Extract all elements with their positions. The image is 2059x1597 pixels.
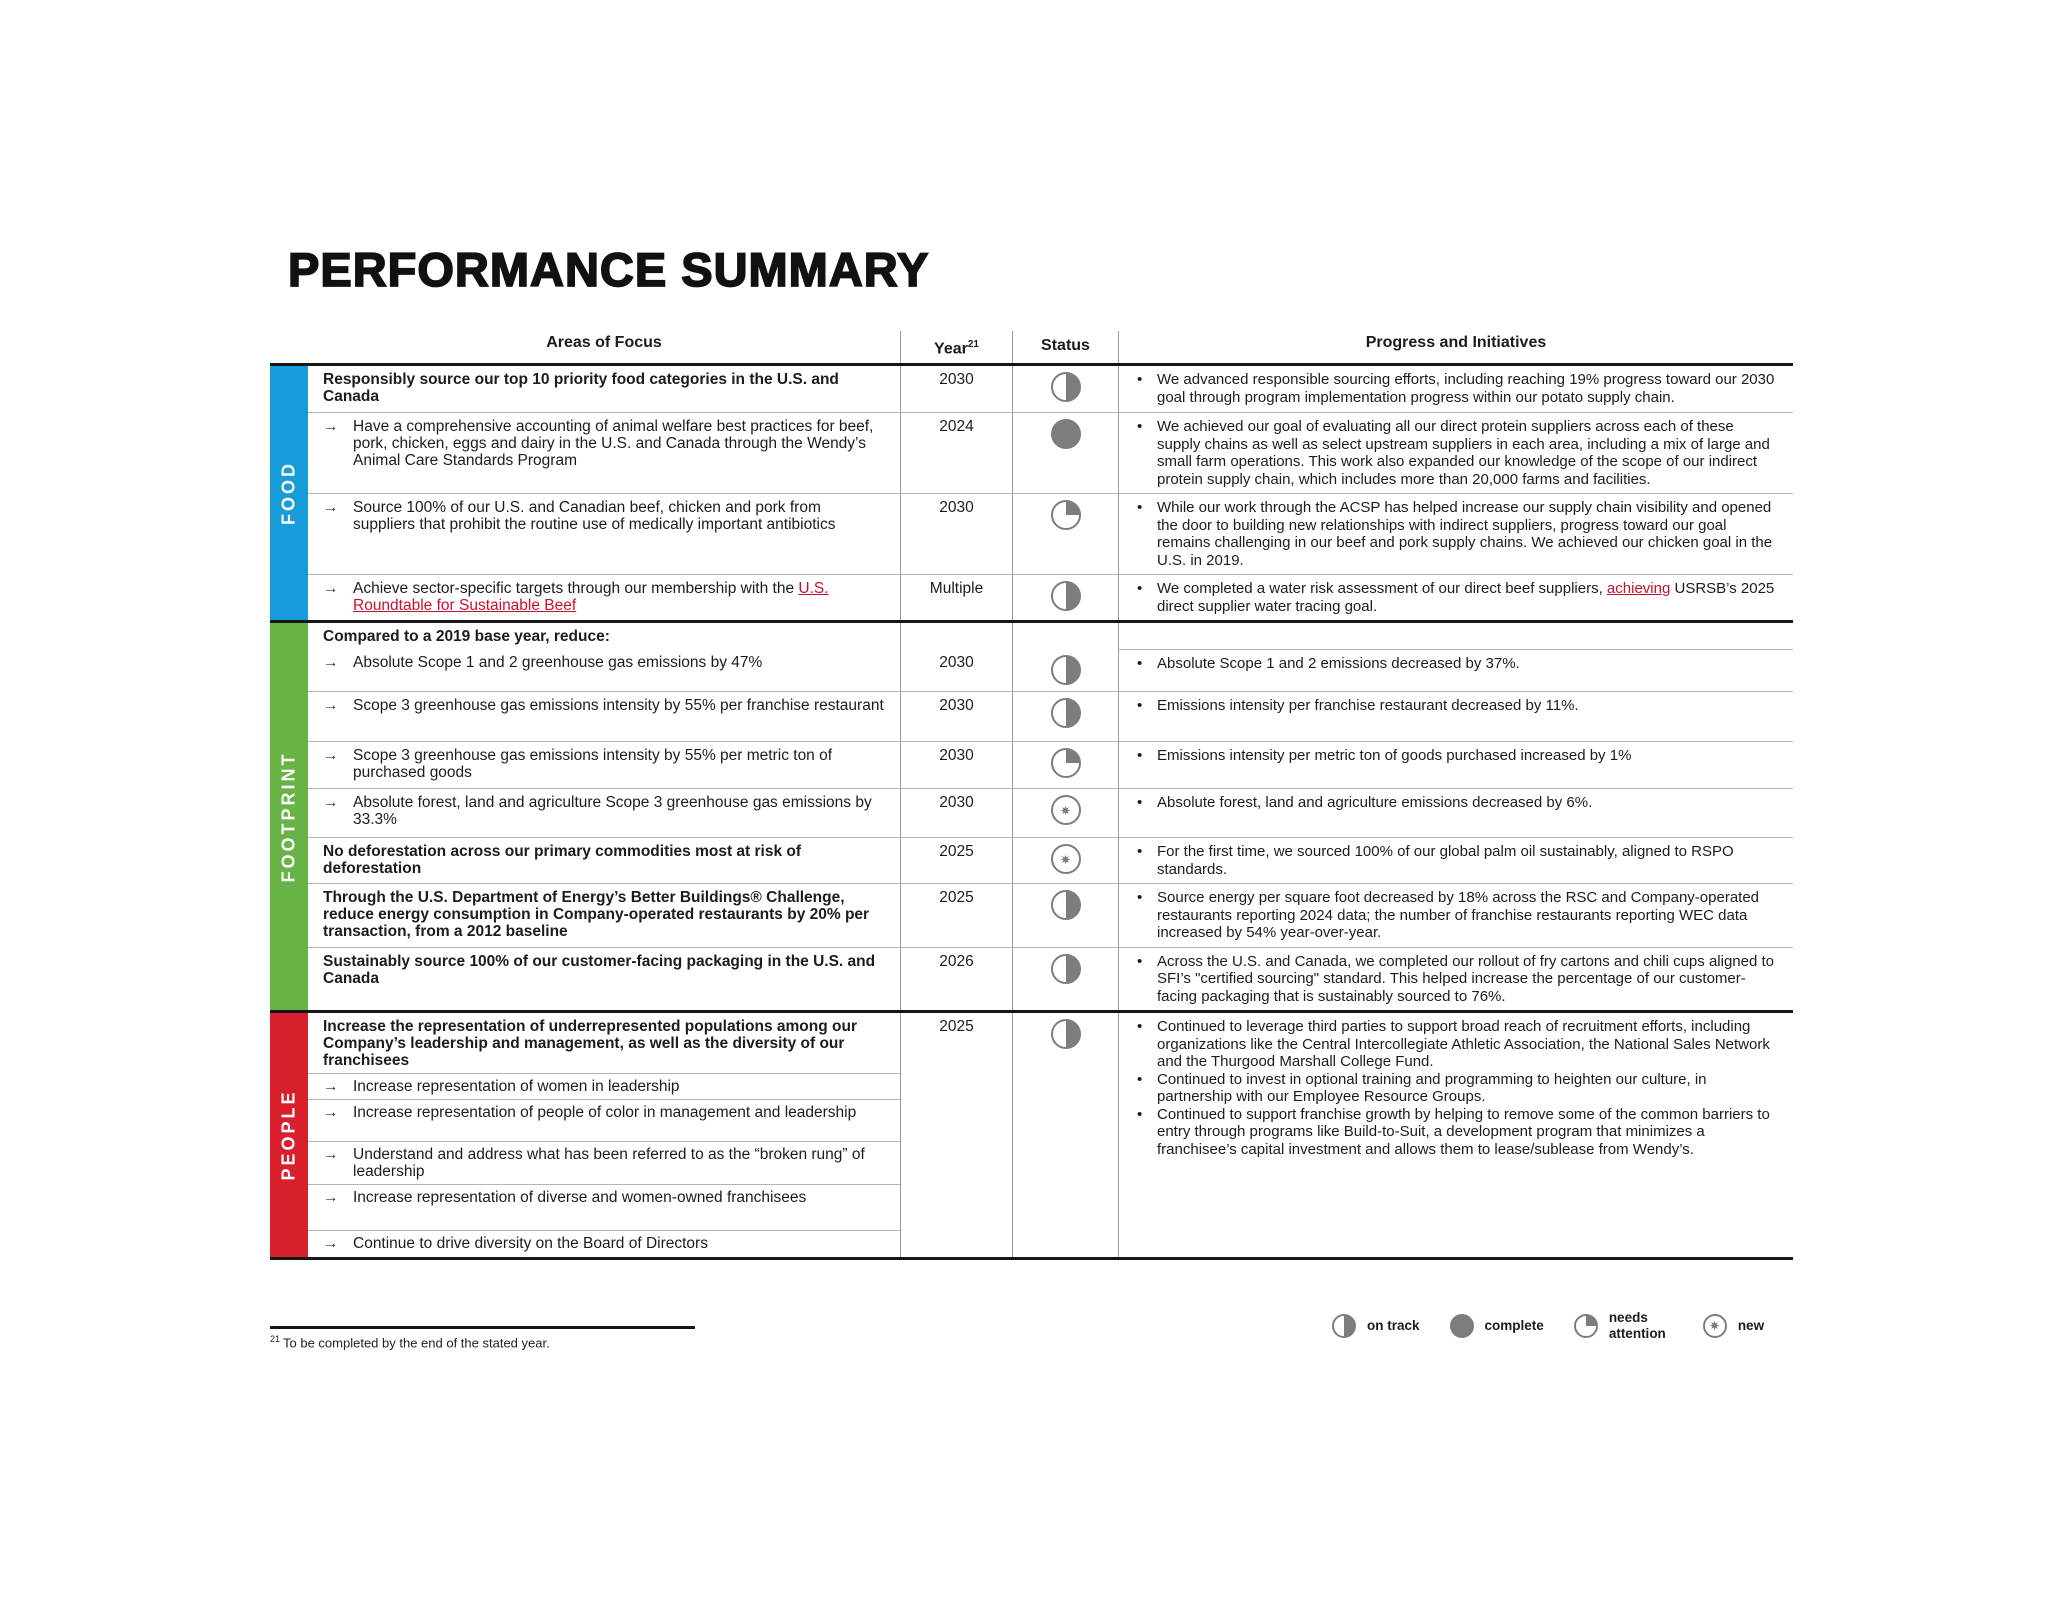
legend-label: complete <box>1484 1317 1544 1333</box>
year-cell: Multiple <box>900 574 1012 620</box>
performance-table <box>270 331 1793 1260</box>
progress-cell <box>1118 947 1793 1011</box>
section-rows <box>308 623 1793 1010</box>
footnote-rule <box>270 1326 695 1329</box>
footnote-marker: 21 <box>270 1334 281 1344</box>
status-cell <box>1012 788 1118 837</box>
year-cell: 2030 <box>900 366 1012 412</box>
arrow-icon: → <box>323 418 339 436</box>
arrow-icon: → <box>323 747 339 765</box>
header-progress-initiatives: Progress and Initiatives <box>1118 331 1793 363</box>
section-food <box>270 366 1793 620</box>
section-footprint <box>270 620 1793 1010</box>
areas-cell <box>308 1013 900 1257</box>
table-row <box>308 947 1793 1011</box>
status-legend <box>1332 1310 1764 1341</box>
progress-cell <box>1118 883 1793 947</box>
arrow-icon: → <box>323 794 339 812</box>
arrow-icon: → <box>323 1235 339 1253</box>
header-spacer <box>270 331 308 363</box>
status-new-icon <box>1051 795 1081 825</box>
starburst-glyph <box>1057 851 1074 868</box>
sub-goal <box>308 1184 900 1230</box>
arrow-icon: → <box>323 1189 339 1207</box>
table-row <box>308 649 1793 691</box>
areas-text: Increase the representation of underrepresented populations among our Company’s leadership and management, as well as the diversity of our franchisees <box>323 1018 857 1070</box>
status-cell <box>1012 883 1118 947</box>
progress-cell <box>1118 1013 1793 1257</box>
sub-goal-text: Continue to drive diversity on the Board of Directors <box>353 1235 708 1253</box>
header-status: Status <box>1012 331 1118 363</box>
arrow-icon: → <box>323 654 339 672</box>
areas-text: Through the U.S. Department of Energy’s Better Buildings® Challenge, reduce energy consumption in Company-operated restaurants by 20% per transaction, from a 2012 baseline <box>323 889 870 941</box>
status-cell <box>1012 741 1118 788</box>
year-cell: 2025 <box>900 1013 1012 1257</box>
areas-cell <box>308 788 900 837</box>
table-header-row <box>270 331 1793 366</box>
sub-goal-text: Increase representation of people of color in management and leadership <box>353 1104 857 1122</box>
status-cell <box>1012 412 1118 493</box>
status-cell <box>1012 366 1118 412</box>
progress-bullets <box>1119 742 1793 770</box>
status-needs-attention-icon <box>1051 748 1081 778</box>
year-cell: 2030 <box>900 649 1012 691</box>
section-label-footprint: FOOTPRINT <box>278 751 299 883</box>
progress-bullet: • Continued to invest in optional training and programming to heighten our culture, in partnership with our Employee Resource Groups. <box>1129 1071 1781 1106</box>
progress-bullet: • Emissions intensity per franchise restaurant decreased by 11%. <box>1129 697 1781 715</box>
sub-goal-text: Increase representation of women in leadership <box>353 1078 680 1096</box>
header-areas-of-focus: Areas of Focus <box>546 334 662 351</box>
needs-attention-icon <box>1574 1314 1598 1338</box>
status-on-track-icon <box>1051 698 1081 728</box>
year-cell: 2026 <box>900 947 1012 1011</box>
table-row <box>308 741 1793 788</box>
table-row <box>308 623 1793 649</box>
section-rows <box>308 366 1793 620</box>
year-cell: 2030 <box>900 741 1012 788</box>
progress-cell <box>1118 623 1793 649</box>
table-row <box>308 493 1793 574</box>
progress-bullet: • We achieved our goal of evaluating all our direct protein suppliers across each of these supply chains as well as select upstream suppliers in each area, including a mix of large and small farm operations. This work also expanded our knowledge of the scope of our indirect protein supply chain, which includes more than 20,000 farms and facilities. <box>1129 418 1781 488</box>
areas-cell <box>308 649 900 691</box>
status-cell <box>1012 574 1118 620</box>
footnote-text: To be completed by the end of the stated year. <box>283 1335 550 1351</box>
section-rows <box>308 1013 1793 1257</box>
progress-cell <box>1118 741 1793 788</box>
section-bar-footprint <box>270 623 308 1010</box>
status-on-track-icon <box>1051 1019 1081 1049</box>
progress-cell <box>1118 412 1793 493</box>
arrow-icon: → <box>323 1104 339 1122</box>
legend-label: on track <box>1367 1317 1420 1333</box>
progress-bullets <box>1119 884 1793 947</box>
arrow-icon: → <box>323 499 339 517</box>
areas-cell <box>308 574 900 620</box>
table-row <box>308 837 1793 883</box>
legend-item-on-track <box>1332 1314 1420 1338</box>
areas-text: Have a comprehensive accounting of animal welfare best practices for beef, pork, chicken, eggs and dairy in the U.S. and Canada through the Wendy’s Animal Care Standards Program <box>353 418 874 470</box>
progress-cell <box>1118 788 1793 837</box>
areas-text: No deforestation across our primary commodities most at risk of deforestation <box>323 843 802 878</box>
status-cell <box>1012 623 1118 649</box>
legend-item-new <box>1703 1314 1764 1338</box>
sub-goal-text: Increase representation of diverse and women-owned franchisees <box>353 1189 807 1207</box>
areas-cell <box>308 493 900 574</box>
year-cell: 2030 <box>900 788 1012 837</box>
table-row <box>308 366 1793 412</box>
new-icon <box>1703 1314 1727 1338</box>
status-cell <box>1012 947 1118 1011</box>
page-title: PERFORMANCE SUMMARY <box>288 243 930 296</box>
progress-bullet: • Source energy per square foot decreased by 18% across the RSC and Company-operated restaurants reporting 2024 data; the number of franchise restaurants reporting WEC data increased by 54% year-over-year. <box>1129 889 1781 942</box>
progress-bullet: • We advanced responsible sourcing efforts, including reaching 19% progress toward our 2030 goal through program implementation progress within our potato supply chain. <box>1129 371 1781 406</box>
areas-text: Scope 3 greenhouse gas emissions intensity by 55% per franchise restaurant <box>353 697 884 715</box>
legend-label: new <box>1737 1317 1765 1333</box>
table-row <box>308 883 1793 947</box>
progress-bullets <box>1119 692 1793 720</box>
table-body <box>270 366 1793 1260</box>
progress-cell <box>1118 493 1793 574</box>
areas-cell <box>308 883 900 947</box>
legend-item-complete <box>1450 1314 1544 1338</box>
text-link[interactable]: achieving <box>1606 580 1671 598</box>
progress-bullet: • We completed a water risk assessment of our direct beef suppliers, achieving USRSB’s 2025 direct supplier water tracing goal. <box>1129 580 1781 615</box>
header-year: Year$^{21}$ <box>900 331 1012 363</box>
starburst-glyph <box>1057 802 1074 819</box>
year-cell: 2030 <box>900 493 1012 574</box>
areas-cell <box>308 366 900 412</box>
status-on-track-icon <box>1051 655 1081 685</box>
status-cell <box>1012 837 1118 883</box>
arrow-icon: → <box>323 1078 339 1096</box>
status-complete-icon <box>1051 419 1081 449</box>
progress-bullet: • Continued to support franchise growth by helping to remove some of the common barriers to entry through programs like Build-to-Suit, a development program that minimizes a franchisee’s capital investment and allows them to lease/sublease from Wendy’s. <box>1129 1106 1781 1159</box>
areas-text: Source 100% of our U.S. and Canadian beef, chicken and pork from suppliers that prohibit the routine use of medically important antibiotics <box>353 499 836 534</box>
on-track-icon <box>1332 1314 1356 1338</box>
status-needs-attention-icon <box>1051 500 1081 530</box>
sub-goal <box>308 1230 900 1257</box>
progress-bullets <box>1119 575 1793 620</box>
status-cell <box>1012 1013 1118 1257</box>
table-row <box>308 788 1793 837</box>
status-new-icon <box>1051 844 1081 874</box>
progress-bullet: • Absolute Scope 1 and 2 emissions decreased by 37%. <box>1129 655 1781 673</box>
progress-cell <box>1118 837 1793 883</box>
areas-text: Responsibly source our top 10 priority food categories in the U.S. and Canada <box>323 371 839 406</box>
areas-cell <box>308 412 900 493</box>
section-bar-people <box>270 1013 308 1257</box>
section-label-food: FOOD <box>278 461 299 526</box>
status-cell <box>1012 493 1118 574</box>
areas-text: Absolute forest, land and agriculture Scope 3 greenhouse gas emissions by 33.3% <box>353 794 872 829</box>
progress-cell <box>1118 691 1793 741</box>
progress-cell <box>1118 649 1793 691</box>
status-on-track-icon <box>1051 954 1081 984</box>
progress-cell <box>1118 574 1793 620</box>
progress-bullets <box>1119 1013 1793 1163</box>
progress-bullets <box>1119 838 1793 883</box>
areas-text: Absolute Scope 1 and 2 greenhouse gas emissions by 47% <box>353 654 763 672</box>
status-cell <box>1012 691 1118 741</box>
year-cell <box>900 623 1012 649</box>
progress-bullet: • Across the U.S. and Canada, we completed our rollout of fry cartons and chili cups aligned to SFI’s "certified sourcing" standard. This helped increase the percentage of our customer-facing packaging that is sustainably sourced to 76%. <box>1129 953 1781 1006</box>
progress-cell <box>1118 366 1793 412</box>
year-cell: 2025 <box>900 837 1012 883</box>
sub-goal <box>308 1073 900 1099</box>
progress-bullet: • For the first time, we sourced 100% of our global palm oil sustainably, aligned to RSPO standards. <box>1129 843 1781 878</box>
status-on-track-icon <box>1051 890 1081 920</box>
progress-bullet: • Absolute forest, land and agriculture emissions decreased by 6%. <box>1129 794 1781 812</box>
legend-item-needs-attention <box>1574 1310 1673 1341</box>
progress-bullet: • While our work through the ACSP has helped increase our supply chain visibility and opened the door to building new relationships with indirect suppliers, progress toward our goal remains challenging in our beef and pork supply chains. We achieved our chicken goal in the U.S. in 2019. <box>1129 499 1781 569</box>
areas-cell <box>308 947 900 1011</box>
areas-cell <box>308 837 900 883</box>
areas-cell <box>308 691 900 741</box>
legend-label: needs attention <box>1608 1310 1666 1341</box>
areas-cell <box>308 623 900 649</box>
progress-bullets <box>1119 789 1793 817</box>
sub-goal <box>308 1141 900 1184</box>
status-cell <box>1012 649 1118 691</box>
table-row <box>308 412 1793 493</box>
progress-bullets <box>1119 650 1793 678</box>
arrow-icon: → <box>323 697 339 715</box>
section-bar-food <box>270 366 308 620</box>
areas-text: Compared to a 2019 base year, reduce: <box>323 628 610 646</box>
starburst-glyph <box>1706 1317 1723 1334</box>
status-on-track-icon <box>1051 581 1081 611</box>
progress-bullets <box>1119 948 1793 1011</box>
year-cell: 2024 <box>900 412 1012 493</box>
table-row <box>308 691 1793 741</box>
status-on-track-icon <box>1051 372 1081 402</box>
arrow-icon: → <box>323 580 339 598</box>
areas-text: Sustainably source 100% of our customer-facing packaging in the U.S. and Canada <box>323 952 876 987</box>
progress-bullets <box>1119 494 1793 574</box>
year-cell: 2030 <box>900 691 1012 741</box>
progress-bullets <box>1119 413 1793 493</box>
table-row <box>308 574 1793 620</box>
footnote-ref: 21 <box>967 339 979 350</box>
areas-text: Achieve sector-specific targets through our membership with the U.S. Roundtable for Sustainable Beef <box>353 580 829 615</box>
progress-bullet: • Continued to leverage third parties to support broad reach of recruitment efforts, including organizations like the Central Intercollegiate Athletic Association, the National Sales Network and the Thurgood Marshall College Fund. <box>1129 1018 1781 1071</box>
table-row <box>308 1013 1793 1257</box>
areas-text: Scope 3 greenhouse gas emissions intensity by 55% per metric ton of purchased goods <box>353 747 833 782</box>
areas-cell <box>308 741 900 788</box>
progress-bullets <box>1119 366 1793 411</box>
year-cell: 2025 <box>900 883 1012 947</box>
sub-goal-text: Understand and address what has been referred to as the “broken rung” of leadership <box>353 1146 865 1181</box>
section-people <box>270 1010 1793 1260</box>
footnote <box>270 1334 550 1350</box>
sub-goal <box>308 1099 900 1141</box>
text-link[interactable]: U.S. Roundtable for Sustainable Beef <box>353 580 829 615</box>
section-label-people: PEOPLE <box>278 1089 299 1181</box>
progress-bullet: • Emissions intensity per metric ton of goods purchased increased by 1% <box>1129 747 1781 765</box>
arrow-icon: → <box>323 1146 339 1164</box>
complete-icon <box>1450 1314 1474 1338</box>
